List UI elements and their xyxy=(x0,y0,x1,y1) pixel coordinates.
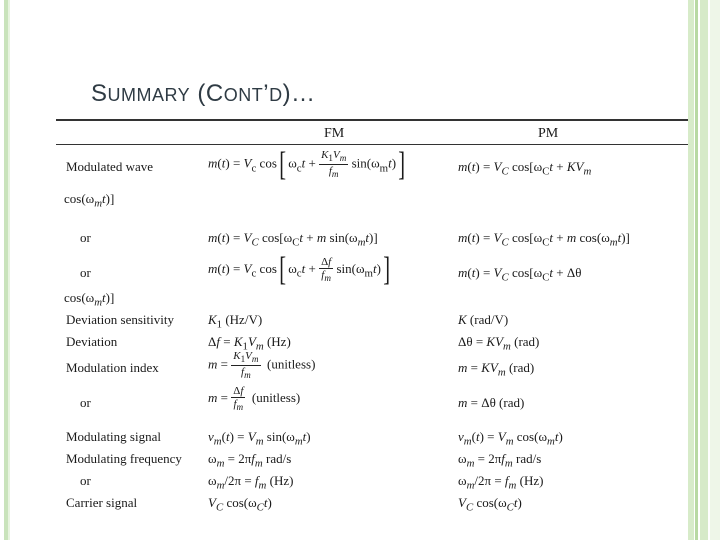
row-label: Modulated wave xyxy=(66,159,154,174)
row-label: or xyxy=(80,473,91,488)
left-border-stripe-inner xyxy=(8,0,10,540)
fm-formula: $\Delta f = K_1V_m$ (Hz) xyxy=(208,334,291,353)
pm-formula: $m(t) = V_C$ $\cos[\omega_Ct + m$ $\cos(\omega_mt)$] xyxy=(458,230,630,249)
row-label: Modulating frequency xyxy=(66,451,182,466)
table-top-rule xyxy=(56,119,688,121)
row-label: or xyxy=(80,265,91,280)
row-label: $\cos(\omega_mt)$] xyxy=(64,191,115,210)
pm-formula: $\Delta\theta = KV_m$ (rad) xyxy=(458,334,540,353)
pm-formula: $\omega_m/2\pi = f_m$ (Hz) xyxy=(458,473,544,492)
pm-formula: K (rad/V) xyxy=(458,312,509,327)
table-row xyxy=(56,425,688,447)
table-row xyxy=(56,491,688,513)
right-border-stripe-3 xyxy=(700,0,708,540)
right-border-stripe-2 xyxy=(695,0,698,540)
column-header-fm: FM xyxy=(324,126,345,141)
right-border-stripe-4 xyxy=(710,0,720,540)
row-label: Modulation index xyxy=(66,360,159,375)
row-label: Deviation xyxy=(66,334,118,349)
slide-title: SUMMARY (CONT’D)… xyxy=(91,80,316,107)
table-row xyxy=(56,145,688,183)
pm-formula: $m = KV_m$ (rad) xyxy=(458,360,535,379)
fm-formula: $v_m(t) = V_m$ $\sin(\omega_mt)$ xyxy=(208,429,311,448)
fm-formula: $V_C$ $\cos(\omega_Ct)$ xyxy=(208,495,272,514)
row-label: Deviation sensitivity xyxy=(66,312,174,327)
fm-formula: $\omega_m/2\pi = f_m$ (Hz) xyxy=(208,473,294,492)
table-row xyxy=(56,330,688,352)
fm-formula: $\omega_m = 2\pi f_m$ rad/s xyxy=(208,451,292,470)
row-label: $\cos(\omega_mt)$] xyxy=(64,290,115,309)
right-border-stripe-1 xyxy=(688,0,694,540)
pm-formula: $\omega_m = 2\pi f_m$ rad/s xyxy=(458,451,542,470)
pm-formula: $m(t) = V_C$ $\cos[\omega_Ct + KV_m$ xyxy=(458,159,592,178)
row-label: or xyxy=(80,230,91,245)
summary-table xyxy=(56,115,688,525)
table-row xyxy=(56,469,688,491)
table-row xyxy=(56,187,688,209)
row-label: or xyxy=(80,395,91,410)
fm-formula: $m(t) = V_c$ cos[ $\omega_ct$ + $\frac{\Delta f}{f_m}$ $\sin(\omega_mt)$] xyxy=(208,251,390,288)
table-header-rule xyxy=(56,144,688,145)
table-row xyxy=(56,286,688,308)
pm-formula: $v_m(t) = V_m$ $\cos(\omega_mt)$ xyxy=(458,429,563,448)
row-label: Modulating signal xyxy=(66,429,161,444)
table-row xyxy=(56,350,688,381)
column-header-pm: PM xyxy=(538,126,559,141)
table-row xyxy=(56,447,688,469)
row-label: Carrier signal xyxy=(66,495,138,510)
pm-formula: $V_C$ $\cos(\omega_Ct)$ xyxy=(458,495,522,514)
pm-formula: $m(t) = V_C$ $\cos[\omega_Ct + \Delta\theta$ xyxy=(458,265,582,284)
table-row xyxy=(56,385,688,413)
fm-formula: $m(t) = V_c$ cos[ $\omega_ct$ + $\frac{K_1V_m}{f_m}$ $\sin(\omega_mt)$] xyxy=(208,145,406,183)
table-row xyxy=(56,251,688,288)
fm-formula: m = $\frac{K_1V_m}{f_m}$ (unitless) xyxy=(208,350,316,381)
pm-formula: m = Δθ (rad) xyxy=(458,395,525,410)
table-row xyxy=(56,226,688,248)
table-row xyxy=(56,308,688,330)
fm-formula: $K_1$ (Hz/V) xyxy=(208,312,263,331)
fm-formula: m = $\frac{\Delta f}{f_m}$ (unitless) xyxy=(208,385,301,413)
fm-formula: $m(t) = V_C$ $\cos[\omega_Ct + m$ $\sin(\omega_mt)$] xyxy=(208,230,378,249)
